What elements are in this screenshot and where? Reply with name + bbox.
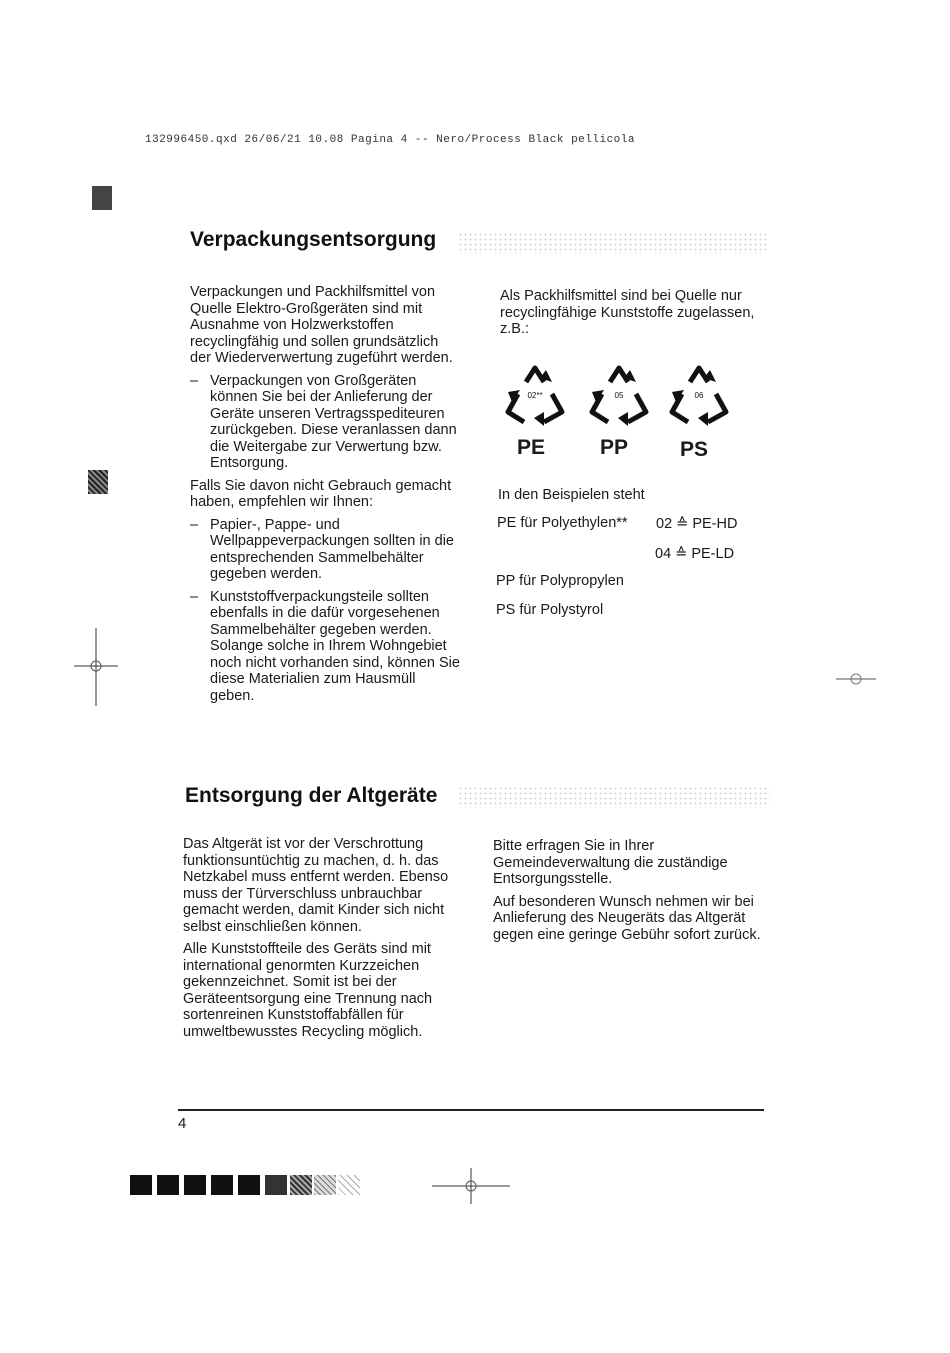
bullet-text: Verpackungen von Großgeräten können Sie bei der Anlieferung der Geräte unseren Vertragsspediteuren zurückgeben. Diese veranlassen dann die Weitergabe zur Verwertung bzw. Entsorgung.	[210, 372, 457, 471]
pe-ld-code: 04 ≙ PE-LD	[655, 546, 735, 562]
crosshair-mark-left	[74, 628, 118, 706]
calibration-block	[290, 1175, 312, 1195]
calibration-block	[338, 1175, 360, 1195]
calibration-block	[211, 1175, 233, 1195]
recycle-code: 06	[694, 391, 704, 400]
bullet-text: Papier-, Pappe- und Wellpappeverpackungen sollten in die entsprechenden Sammelbehälter gegeben werden.	[210, 516, 454, 582]
ps-definition: PS für Polystyrol	[496, 602, 604, 618]
page-number: 4	[178, 1115, 187, 1132]
plastic-label-pe: PE	[517, 436, 546, 459]
examples-intro: In den Beispielen steht	[498, 487, 645, 503]
recycle-code: 05	[614, 391, 624, 400]
disposal-para1: Das Altgerät ist vor der Verschrottung funktionsuntüchtig zu machen, d. h. das Netzkabel muss entfernt werden. Ebenso muss der Türverschluss unbrauchbar gemacht werden, damit Kinder sich nicht selbst einschließen können.	[183, 836, 449, 935]
disposal-para2: Alle Kunststoffteile des Geräts sind mit international genormten Kurzzeichen gekennzeichnet. Somit ist bei der Geräteentsorgung eine Trennung nach sortenreinen Kunststoffabfällen für umweltbewusstes Recycling möglich.	[183, 941, 433, 1040]
recycle-symbol-ps	[660, 360, 738, 430]
calibration-block	[238, 1175, 260, 1195]
list-item	[190, 589, 462, 705]
registration-square-middle	[88, 470, 108, 494]
plastic-label-pp: PP	[600, 436, 629, 459]
title-background-noise	[458, 786, 770, 808]
packaging-intro: Verpackungen und Packhilfsmittel von Quelle Elektro-Großgeräten sind mit Ausnahme von Holzwerkstoffen recyclingfähig und sollen grundsätzlich der Wiederverwertung zugeführt werden.	[190, 284, 453, 366]
disposal-right-column	[493, 838, 765, 949]
plastic-label-ps: PS	[680, 438, 709, 461]
calibration-block	[157, 1175, 179, 1195]
recycle-symbol-pp	[580, 360, 658, 430]
bullet-text: Kunststoffverpackungsteile sollten ebenfalls in die dafür vorgesehenen Sammelbehälter gegeben werden. Solange solche in Ihrem Wohngebiet noch nicht vorhanden sind, können Sie diese Materialien zum Hausmüll geben.	[210, 588, 460, 704]
recycle-code: 02**	[527, 391, 543, 400]
packaging-left-column	[190, 284, 462, 710]
disposal-right-para1: Bitte erfragen Sie in Ihrer Gemeindeverwaltung die zuständige Entsorgungsstelle.	[493, 838, 728, 887]
calibration-block	[265, 1175, 287, 1195]
dash-bullet: –	[190, 588, 199, 605]
calibration-block	[314, 1175, 336, 1195]
list-item	[190, 517, 462, 583]
disposal-right-para2: Auf besonderen Wunsch nehmen wir bei Anlieferung des Neugeräts das Altgerät gegen eine geringe Gebühr sofort zurück.	[493, 893, 761, 943]
packaging-para2: Falls Sie davon nicht Gebrauch gemacht haben, empfehlen wir Ihnen:	[190, 477, 452, 510]
dash-bullet: –	[190, 516, 199, 533]
calibration-block	[130, 1175, 152, 1195]
dash-bullet: –	[190, 372, 199, 389]
file-info-header: 132996450.qxd 26/06/21 10.08 Pagina 4 -- Nero/Process Black pellicola	[145, 134, 635, 146]
disposal-left-column	[183, 836, 455, 1046]
packaging-section-title: Verpackungsentsorgung	[190, 228, 437, 251]
pe-definition: PE für Polyethylen**	[497, 515, 628, 531]
registration-square-top	[92, 186, 112, 210]
list-item	[190, 373, 462, 472]
crosshair-mark-right	[836, 664, 876, 694]
recycle-symbol-pe	[496, 360, 574, 430]
footer-rule	[178, 1109, 764, 1111]
title-background-noise	[458, 232, 768, 254]
pp-definition: PP für Polypropylen	[496, 573, 624, 589]
packaging-right-intro: Als Packhilfsmittel sind bei Quelle nur recyclingfähige Kunststoffe zugelassen, z.B.:	[500, 288, 755, 337]
disposal-section-title: Entsorgung der Altgeräte	[185, 784, 438, 807]
pe-hd-code: 02 ≙ PE-HD	[656, 516, 738, 532]
crosshair-mark-bottom	[432, 1168, 510, 1204]
calibration-block	[184, 1175, 206, 1195]
